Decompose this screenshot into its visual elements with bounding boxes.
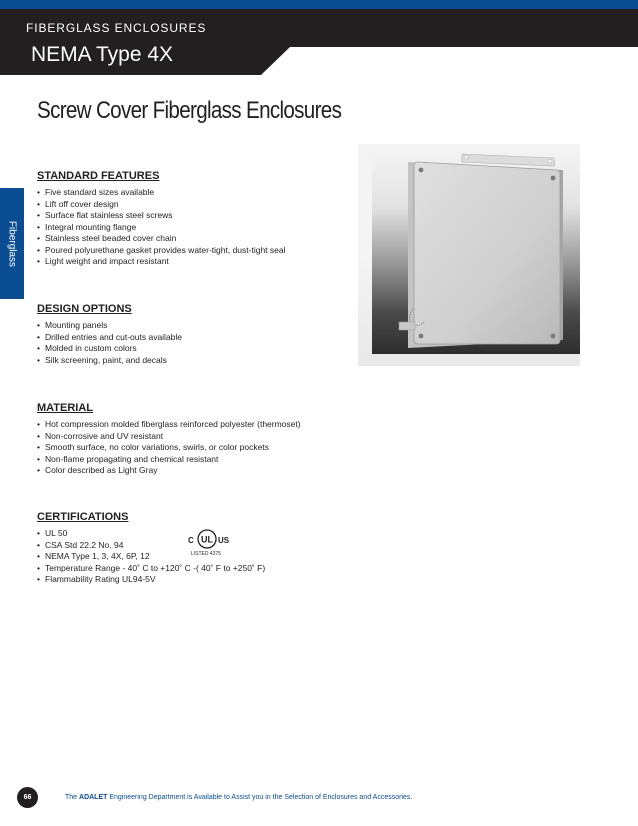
enclosure-photo xyxy=(358,144,580,366)
section-heading: MATERIAL xyxy=(37,402,94,414)
list-item: • Hot compression molded fiberglass reinforced polyester (thermoset) xyxy=(37,419,301,431)
header-type-title: NEMA Type 4X xyxy=(31,43,174,66)
ul-mark-ul: UL xyxy=(201,534,213,545)
footer-note xyxy=(65,794,412,801)
list-item: • Mounting panels xyxy=(37,320,182,332)
list-item: • Surface flat stainless steel screws xyxy=(37,210,286,222)
list-item: • Five standard sizes available xyxy=(37,187,286,199)
list-item: • Integral mounting flange xyxy=(37,222,286,234)
feature-list xyxy=(37,187,286,268)
header-kicker: FIBERGLASS ENCLOSURES xyxy=(26,21,207,35)
design-options-section xyxy=(37,303,182,366)
page-title: Screw Cover Fiberglass Enclosures xyxy=(37,97,342,124)
side-tab-label: Fiberglass xyxy=(6,220,18,268)
material-section xyxy=(37,402,301,477)
list-item: • Temperature Range - 40˚ C to +120˚ C -( 40˚ F to +250˚ F) xyxy=(37,563,265,575)
ul-listed-number: LISTED 4375 xyxy=(191,551,222,557)
ul-mark-c: C xyxy=(188,536,194,545)
top-accent-bar xyxy=(0,0,638,9)
options-list xyxy=(37,320,182,366)
page-number-badge xyxy=(17,787,38,808)
footer-brand: ADALET xyxy=(79,794,108,801)
list-item: • Flammability Rating UL94-5V xyxy=(37,574,265,586)
list-item: • Light weight and impact resistant xyxy=(37,256,286,268)
list-item: • Poured polyurethane gasket provides water-tight, dust-tight seal xyxy=(37,245,286,257)
page-number: 66 xyxy=(23,794,32,801)
list-item: • Drilled entries and cut-outs available xyxy=(37,332,182,344)
list-item: • Smooth surface, no color variations, swirls, or color pockets xyxy=(37,442,301,454)
standard-features-section xyxy=(37,170,286,268)
list-item: • UL 50 xyxy=(37,528,265,540)
section-heading: CERTIFICATIONS xyxy=(37,511,129,523)
list-item: • Molded in custom colors xyxy=(37,343,182,355)
list-item: • Color described as Light Gray xyxy=(37,465,301,477)
footer-text-before: The xyxy=(65,794,80,801)
side-tab-fiberglass xyxy=(0,188,24,299)
material-list xyxy=(37,419,301,477)
list-item: • Lift off cover design xyxy=(37,199,286,211)
list-item: • NEMA Type 1, 3, 4X, 6P, 12 xyxy=(37,551,265,563)
footer-text-after: Engineering Department is Available to Assist you in the Selection of Enclosures and Accessories. xyxy=(107,794,413,801)
list-item: • Stainless steel beaded cover chain xyxy=(37,233,286,245)
section-heading: STANDARD FEATURES xyxy=(37,170,160,182)
list-item: • Silk screening, paint, and decals xyxy=(37,355,182,367)
list-item: • CSA Std 22.2 No. 94 xyxy=(37,540,265,552)
list-item: • Non-flame propagating and chemical resistant xyxy=(37,454,301,466)
section-heading: DESIGN OPTIONS xyxy=(37,303,132,315)
list-item: • Non-corrosive and UV resistant xyxy=(37,431,301,443)
ul-mark-us: US xyxy=(218,536,230,545)
